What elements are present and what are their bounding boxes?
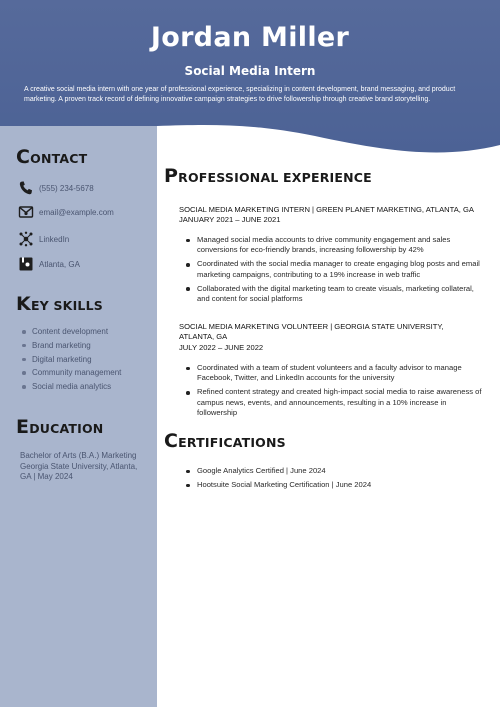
list-item: Content development: [20, 327, 121, 341]
phone-number: (555) 234-5678: [39, 183, 94, 193]
list-item: Hootsuite Social Marketing Certification | June 2024: [186, 480, 486, 490]
linkedin-network-icon: [18, 231, 34, 247]
location-badge-icon: [18, 256, 34, 272]
job-2-bullets: [186, 363, 486, 422]
certifications-section-title: CERTIFICATIONS: [164, 430, 286, 452]
certifications-list: [186, 466, 486, 494]
job-heading: SOCIAL MEDIA MARKETING INTERN | GREEN PLANET MARKETING, ATLANTA, GA: [179, 205, 474, 214]
contact-section-title: CONTACT: [16, 146, 88, 168]
job-entry-1: [179, 205, 495, 226]
job-entry-2: [179, 322, 479, 353]
location-text: Atlanta, GA: [39, 259, 80, 269]
skills-section-title: KEY SKILLS: [16, 293, 103, 315]
profile-summary: A creative social media intern with one year of professional experience, specializing in content development, brand messaging, and product marketing. A proven track record of defining innovative campaign strategies to drive followership through creative brand storytelling.: [24, 86, 456, 103]
candidate-role: Social Media Intern: [184, 64, 316, 78]
contact-phone: [18, 179, 94, 197]
list-item: Social media analytics: [20, 382, 121, 396]
list-item: Community management: [20, 368, 121, 382]
list-item: Coordinated with the social media manager to create engaging blog posts and email marketing campaigns, contributing to a 19% increase in web traffic: [186, 259, 486, 280]
list-item: Google Analytics Certified | June 2024: [186, 466, 486, 476]
list-item: Brand marketing: [20, 341, 121, 355]
list-item: Collaborated with the digital marketing team to create visuals, marketing collateral, and content for social platforms: [186, 284, 486, 305]
linkedin-label: LinkedIn: [39, 234, 70, 244]
list-item: Digital marketing: [20, 355, 121, 369]
list-item: Coordinated with a team of student volunteers and a faculty advisor to manage Facebook, Twitter, and LinkedIn accounts for the university: [186, 363, 486, 384]
list-item: Refined content strategy and created high-impact social media to raise awareness of campus news, events, and announcements, resulting in a 10% increase in followership: [186, 387, 486, 418]
education-section-title: EDUCATION: [16, 416, 104, 438]
job-dates: JANUARY 2021 – JUNE 2021: [179, 215, 281, 225]
list-item: Managed social media accounts to drive community engagement and sales conversions for eco-friendly brands, increasing followership by 42%: [186, 235, 486, 256]
job-1-bullets: [186, 235, 486, 308]
job-dates: JULY 2022 – JUNE 2022: [179, 342, 264, 352]
resume-header: [0, 0, 500, 160]
phone-icon: [18, 180, 34, 196]
candidate-name: Jordan Miller: [150, 22, 350, 53]
contact-email: [18, 203, 114, 221]
education-details: Bachelor of Arts (B.A.) Marketing Georgia State University, Atlanta, GA | May 2024: [20, 451, 138, 482]
job-heading: SOCIAL MEDIA MARKETING VOLUNTEER | GEORGIA STATE UNIVERSITY, ATLANTA, GA: [179, 322, 444, 342]
contact-location: [18, 255, 80, 273]
skills-list: [20, 327, 121, 396]
contact-linkedin: [18, 230, 69, 248]
email-icon: [18, 204, 34, 220]
experience-section-title: PROFESSIONAL EXPERIENCE: [164, 165, 372, 187]
email-address: email@example.com: [39, 207, 114, 217]
